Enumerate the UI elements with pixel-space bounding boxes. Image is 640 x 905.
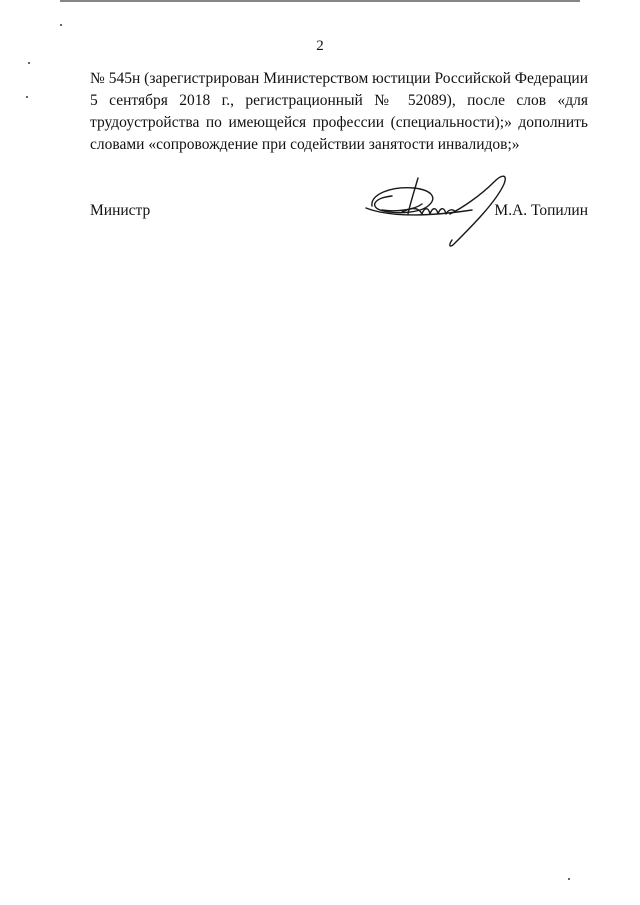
scan-speck bbox=[60, 24, 62, 26]
scan-top-edge bbox=[60, 0, 580, 2]
signer-position: Министр bbox=[90, 202, 151, 219]
scan-speck bbox=[568, 878, 570, 880]
scan-speck bbox=[28, 62, 30, 64]
body-text bbox=[90, 68, 588, 156]
handwritten-signature bbox=[362, 168, 532, 250]
page-number: 2 bbox=[316, 38, 324, 54]
scan-speck bbox=[26, 96, 28, 98]
signer-name: М.А. Топилин bbox=[494, 202, 588, 219]
body-paragraph: № 545н (зарегистрирован Министерством юстиции Российской Федерации 5 сентября 2018 г., регистрационный № 52089), после слов «для трудоустройства по имеющейся профессии (специальности);» дополнить словами «сопровождение при содействии занятости инвалидов;» bbox=[90, 70, 588, 153]
